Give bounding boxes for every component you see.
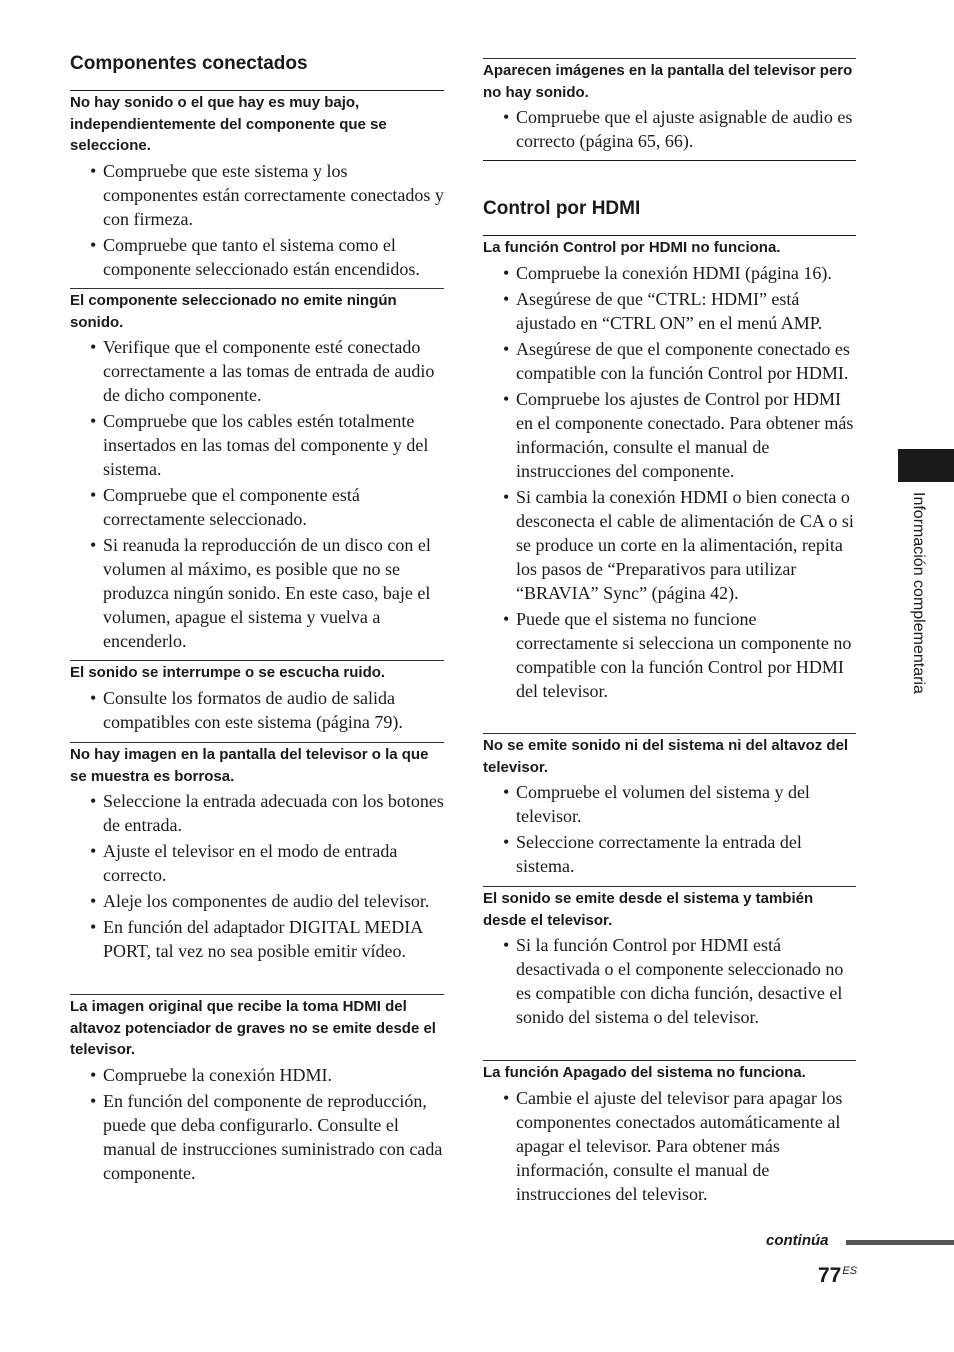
- list-item: • Puede que el sistema no funcione correctamente si selecciona un componente no compatible con la función Control por HDMI del televisor.: [483, 607, 856, 703]
- block-heading: La función Apagado del sistema no funciona.: [483, 1064, 806, 1081]
- list-item: • Si la función Control por HDMI está desactivada o el componente seleccionado no es compatible con dicha función, desactive el sonido del sistema o del televisor.: [483, 933, 856, 1029]
- bullet-list: [70, 686, 444, 734]
- bullet-list: [483, 105, 856, 153]
- block-no-sound-low: [70, 91, 444, 283]
- list-item: • Compruebe los ajustes de Control por HDMI en el componente conectado. Para obtener más información, consulte el manual de instrucciones del componente.: [483, 387, 856, 483]
- bullet-list: [483, 780, 856, 878]
- block-sound-noise: [70, 660, 444, 736]
- list-item: • Compruebe que este sistema y los componentes están correctamente conectados y con firmeza.: [70, 159, 444, 231]
- list-item: • Compruebe la conexión HDMI.: [70, 1063, 444, 1087]
- block-heading: El sonido se emite desde el sistema y también desde el televisor.: [483, 890, 814, 929]
- list-item: • En función del componente de reproducción, puede que deba configurarlo. Consulte el manual de instrucciones suministrado con cada componente.: [70, 1089, 444, 1185]
- side-tab-marker: [898, 449, 954, 482]
- block-hdmi-original-image: [70, 994, 444, 1187]
- block-heading: Aparecen imágenes en la pantalla del televisor pero no hay sonido.: [483, 62, 853, 101]
- block-sound-both: [483, 886, 856, 1031]
- block-no-sound-system-tv: [483, 733, 856, 880]
- bullet-list: [483, 261, 856, 703]
- block-no-image: [70, 742, 444, 965]
- list-item: • Seleccione correctamente la entrada del sistema.: [483, 830, 856, 878]
- list-item: • Consulte los formatos de audio de salida compatibles con este sistema (página 79).: [70, 686, 444, 734]
- section-end-rule: [483, 160, 856, 161]
- block-system-off: [483, 1060, 856, 1208]
- bullet-list: [70, 159, 444, 281]
- block-heading: El sonido se interrumpe o se escucha ruido.: [70, 664, 386, 681]
- list-item: • Compruebe que el componente está correctamente seleccionado.: [70, 483, 444, 531]
- list-item: • Cambie el ajuste del televisor para apagar los componentes conectados automáticamente al apagar el televisor. Para obtener más información, consulte el manual de instrucciones del televisor.: [483, 1086, 856, 1206]
- block-heading: No se emite sonido ni del sistema ni del altavoz del televisor.: [483, 737, 849, 776]
- list-item: • Verifique que el componente esté conectado correctamente a las tomas de entrada de audio de dicho componente.: [70, 335, 444, 407]
- bullet-list: [483, 933, 856, 1029]
- list-item: • Compruebe la conexión HDMI (página 16).: [483, 261, 856, 285]
- list-item: • Seleccione la entrada adecuada con los botones de entrada.: [70, 789, 444, 837]
- section-title-control-hdmi: Control por HDMI: [483, 198, 641, 219]
- list-item: • Compruebe que los cables estén totalmente insertados en las tomas del componente y del sistema.: [70, 409, 444, 481]
- block-heading: No hay imagen en la pantalla del televisor o la que se muestra es borrosa.: [70, 746, 429, 785]
- page-number: [818, 1258, 857, 1289]
- continua-arrow-bar: [846, 1240, 954, 1245]
- list-item: • Compruebe que el ajuste asignable de audio es correcto (página 65, 66).: [483, 105, 856, 153]
- block-heading: La función Control por HDMI no funciona.: [483, 239, 781, 256]
- block-images-no-sound: [483, 58, 856, 155]
- block-hdmi-control-not-working: [483, 236, 856, 705]
- page-number-suffix: ES: [842, 1265, 858, 1277]
- section-title-componentes: Componentes conectados: [70, 53, 308, 74]
- block-heading: La imagen original que recibe la toma HDMI del altavoz potenciador de graves no se emite desde el televisor.: [70, 998, 436, 1058]
- list-item: • Aleje los componentes de audio del televisor.: [70, 889, 444, 913]
- list-item: • Compruebe que tanto el sistema como el componente seleccionado están encendidos.: [70, 233, 444, 281]
- list-item: • Compruebe el volumen del sistema y del televisor.: [483, 780, 856, 828]
- bullet-list: [70, 335, 444, 653]
- continua-label: continúa: [766, 1232, 829, 1249]
- list-item: • Asegúrese de que el componente conectado es compatible con la función Control por HDMI.: [483, 337, 856, 385]
- list-item: • Ajuste el televisor en el modo de entrada correcto.: [70, 839, 444, 887]
- bullet-list: [483, 1086, 856, 1206]
- block-heading: No hay sonido o el que hay es muy bajo, independientemente del componente que se seleccione.: [70, 94, 387, 154]
- block-component-no-sound: [70, 288, 444, 655]
- side-label: Información complementaria: [910, 492, 927, 694]
- block-heading: El componente seleccionado no emite ningún sonido.: [70, 292, 397, 331]
- list-item: • Asegúrese de que “CTRL: HDMI” está ajustado en “CTRL ON” en el menú AMP.: [483, 287, 856, 335]
- bullet-list: [70, 789, 444, 963]
- bullet-list: [70, 1063, 444, 1185]
- list-item: • Si cambia la conexión HDMI o bien conecta o desconecta el cable de alimentación de CA o si se produce un corte en la alimentación, repita los pasos de “Preparativos para utilizar “BRAVIA” Sync” (página 42).: [483, 485, 856, 605]
- list-item: • Si reanuda la reproducción de un disco con el volumen al máximo, es posible que no se produzca ningún sonido. En este caso, baje el volumen, apague el sistema y vuelva a encenderlo.: [70, 533, 444, 653]
- page-number-value: 77: [818, 1264, 842, 1287]
- list-item: • En función del adaptador DIGITAL MEDIA PORT, tal vez no sea posible emitir vídeo.: [70, 915, 444, 963]
